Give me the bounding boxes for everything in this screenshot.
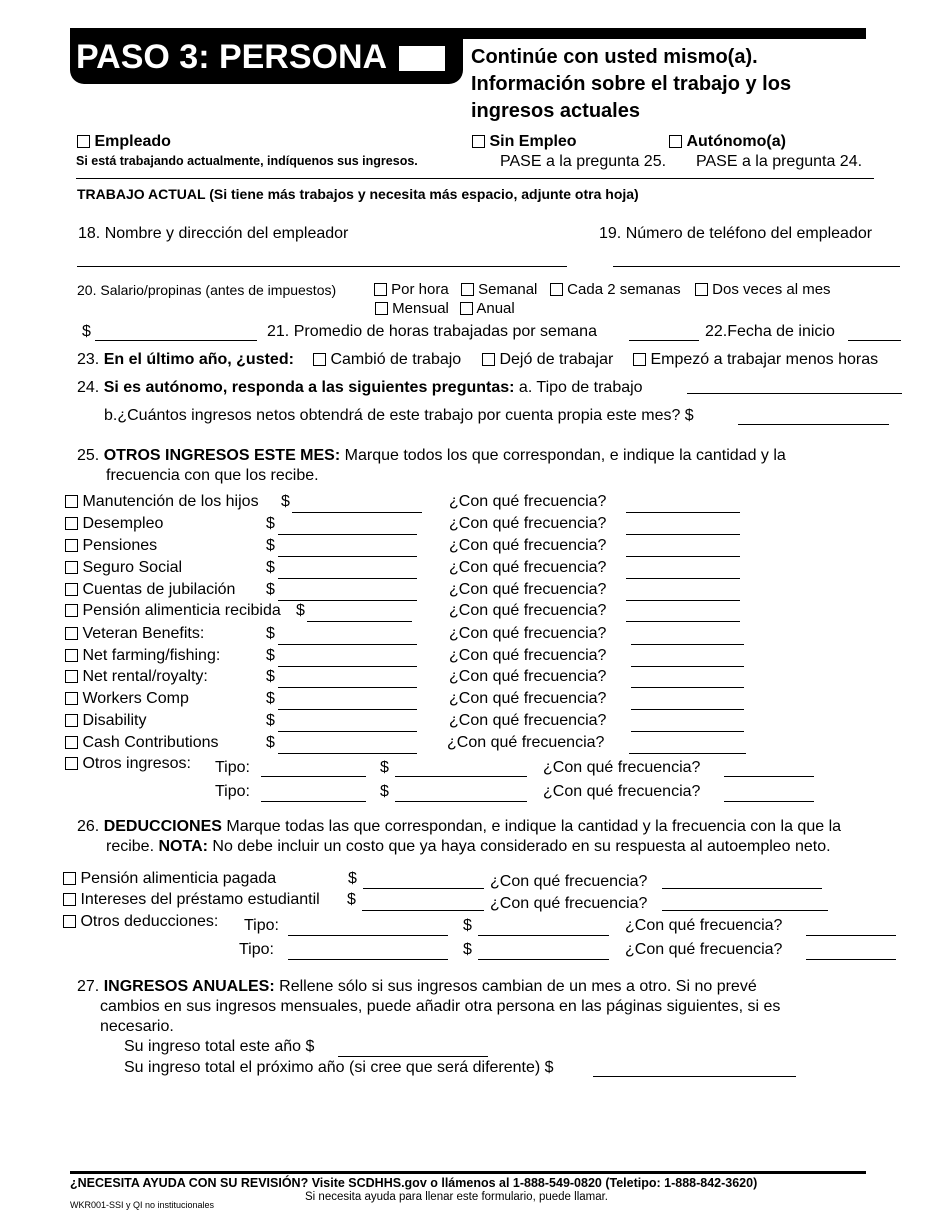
option-label: Mensual (392, 300, 449, 317)
type-label: Tipo: (215, 759, 250, 776)
employed-note: Si está trabajando actualmente, indíquenos sus ingresos. (76, 154, 418, 168)
q20-label: 20. Salario/propinas (antes de impuestos) (77, 282, 337, 298)
income-frequency-field[interactable] (631, 731, 744, 732)
pay-option (460, 300, 515, 317)
income-item-checkbox[interactable] (65, 736, 78, 749)
income-item-checkbox[interactable] (65, 714, 78, 727)
income-item (65, 515, 163, 533)
income-item-checkbox[interactable] (65, 670, 78, 683)
item-label: Manutención de los hijos (82, 493, 259, 510)
q25-text: frecuencia con que los recibe. (106, 467, 319, 484)
item-label: Otros deducciones: (80, 913, 219, 930)
q23-row (77, 351, 294, 369)
weekly-checkbox[interactable] (461, 283, 474, 296)
page-title: PASO 3: PERSONA (76, 38, 388, 76)
q27-label: INGRESOS ANUALES: (103, 978, 275, 995)
other-income-type-field[interactable] (261, 776, 366, 777)
income-amount-field[interactable] (292, 512, 422, 513)
form-id: WKR001-SSI y QI no institucionales (70, 1200, 215, 1210)
q18-label: 18. Nombre y dirección del empleador (78, 225, 349, 242)
income-item (65, 559, 182, 577)
yearly-checkbox[interactable] (460, 302, 473, 315)
item-label: Pensión alimenticia recibida (82, 602, 281, 619)
option-label: Dos veces al mes (712, 281, 831, 298)
unemployed-checkbox[interactable] (472, 135, 485, 148)
income-item (65, 625, 204, 643)
self-employed-label: Autónomo(a) (686, 133, 786, 150)
option-label: Cambió de trabajo (330, 351, 462, 368)
income-item-checkbox[interactable] (65, 495, 78, 508)
frequency-label: ¿Con qué frecuencia? (449, 537, 607, 554)
q24-row (77, 379, 643, 397)
q22-label: 22.Fecha de inicio (705, 323, 835, 340)
income-frequency-field[interactable] (631, 644, 744, 645)
q23-option (482, 351, 613, 369)
pay-option (375, 300, 449, 317)
dollar-sign: $ (266, 515, 275, 532)
frequency-label: ¿Con qué frecuencia? (625, 917, 783, 934)
q26-heading (77, 818, 841, 836)
unemployed-label: Sin Empleo (489, 133, 577, 150)
q23-option (313, 351, 461, 369)
dollar-sign: $ (266, 712, 275, 729)
income-frequency-field[interactable] (626, 578, 740, 579)
q24-number: 24. (77, 379, 100, 396)
alimony-paid-checkbox[interactable] (63, 872, 76, 885)
q24a-label: a. Tipo de trabajo (518, 379, 643, 396)
footer-note: Si necesita ayuda para llenar este formulario, puede llamar. (305, 1191, 609, 1203)
other-deduction-amount-field[interactable] (478, 959, 609, 960)
header-person-number-box[interactable] (399, 46, 445, 71)
income-frequency-field[interactable] (631, 666, 744, 667)
deduction-item (63, 870, 276, 888)
q26-nota: NOTA: (158, 838, 208, 855)
q27-text: necesario. (100, 1018, 174, 1035)
q24-label: Si es autónomo, responda a las siguientes preguntas: (103, 379, 515, 396)
income-item-checkbox[interactable] (65, 583, 78, 596)
divider (76, 178, 874, 179)
alimony-paid-amount-field[interactable] (363, 888, 484, 889)
income-amount-field[interactable] (278, 687, 417, 688)
hours-per-week-field[interactable] (629, 340, 699, 341)
option-label: Cada 2 semanas (567, 281, 681, 298)
subtitle-line: Continúe con usted mismo(a). (471, 46, 758, 68)
q27-text: cambios en sus ingresos mensuales, puede añadir otra persona en las páginas siguientes, si es (100, 998, 781, 1015)
monthly-checkbox[interactable] (375, 302, 388, 315)
income-item (65, 602, 281, 620)
employed-label: Empleado (94, 133, 171, 150)
other-income-amount-field[interactable] (395, 801, 527, 802)
current-job-heading: TRABAJO ACTUAL (Si tiene más trabajos y necesita más espacio, adjunte otra hoja) (77, 186, 639, 202)
dollar-sign: $ (266, 647, 275, 664)
q26-text: recibe. (106, 838, 155, 855)
dollar-sign: $ (347, 891, 356, 908)
other-deduction-frequency-field[interactable] (806, 959, 896, 960)
q26-text: Marque todas las que correspondan, e indique la cantidad y la frecuencia con la que la (226, 818, 842, 835)
income-frequency-field[interactable] (626, 512, 740, 513)
type-label: Tipo: (239, 941, 274, 958)
income-this-year-field[interactable] (338, 1056, 488, 1057)
footer-divider (70, 1171, 866, 1174)
unemployed-note: PASE a la pregunta 25. (500, 153, 667, 170)
income-item-checkbox[interactable] (65, 517, 78, 530)
pay-option (461, 281, 537, 298)
frequency-label: ¿Con qué frecuencia? (449, 581, 607, 598)
income-amount-field[interactable] (278, 578, 417, 579)
income-item (65, 668, 208, 686)
student-loan-checkbox[interactable] (63, 893, 76, 906)
income-item (65, 690, 189, 708)
income-frequency-field[interactable] (626, 534, 740, 535)
item-label: Workers Comp (82, 690, 189, 707)
income-item-checkbox[interactable] (65, 561, 78, 574)
item-label: Intereses del préstamo estudiantil (80, 891, 320, 908)
q24b-label: b.¿Cuántos ingresos netos obtendrá de este trabajo por cuenta propia este mes? $ (104, 407, 694, 424)
status-self-employed (669, 133, 786, 151)
other-income-frequency-field[interactable] (724, 776, 814, 777)
income-item (65, 647, 220, 665)
q25-heading (77, 447, 786, 465)
income-frequency-field[interactable] (626, 556, 740, 557)
salary-amount-field[interactable] (95, 340, 257, 341)
pay-option (695, 281, 831, 298)
option-label: Empezó a trabajar menos horas (650, 351, 879, 368)
income-next-year-field[interactable] (593, 1076, 796, 1077)
biweekly-checkbox[interactable] (550, 283, 563, 296)
income-item (65, 734, 219, 752)
income-frequency-field[interactable] (626, 600, 740, 601)
employer-phone-field[interactable] (613, 266, 900, 267)
q27-number: 27. (77, 978, 100, 995)
income-frequency-field[interactable] (629, 753, 746, 754)
page-subtitle (471, 44, 791, 125)
frequency-label: ¿Con qué frecuencia? (490, 873, 648, 890)
q27-text: Rellene sólo si sus ingresos cambian de un mes a otro. Si no prevé (279, 978, 757, 995)
q23-option (633, 351, 878, 369)
item-label: Pensiones (82, 537, 158, 554)
frequency-label: ¿Con qué frecuencia? (449, 625, 607, 642)
employer-name-field[interactable] (77, 266, 567, 267)
frequency-label: ¿Con qué frecuencia? (490, 895, 648, 912)
dollar-sign: $ (348, 870, 357, 887)
dollar-sign: $ (266, 625, 275, 642)
item-label: Disability (82, 712, 147, 729)
option-label: Semanal (478, 281, 538, 298)
q26-text: No debe incluir un costo que ya haya considerado en su respuesta al autoempleo neto. (212, 838, 831, 855)
dollar-sign: $ (380, 759, 389, 776)
item-label: Cash Contributions (82, 734, 219, 751)
income-amount-field[interactable] (278, 753, 417, 754)
student-loan-frequency-field[interactable] (662, 910, 828, 911)
start-date-field[interactable] (848, 340, 901, 341)
item-label: Net farming/fishing: (82, 647, 221, 664)
income-amount-field[interactable] (278, 534, 417, 535)
income-item-checkbox[interactable] (65, 604, 78, 617)
hourly-checkbox[interactable] (374, 283, 387, 296)
self-employed-checkbox[interactable] (669, 135, 682, 148)
income-item-checkbox[interactable] (65, 539, 78, 552)
dollar-sign: $ (266, 668, 275, 685)
income-amount-field[interactable] (278, 666, 417, 667)
item-label: Cuentas de jubilación (82, 581, 236, 598)
dollar-sign: $ (281, 493, 290, 510)
item-label: Otros ingresos: (82, 755, 191, 772)
type-label: Tipo: (215, 783, 250, 800)
dollar-sign: $ (296, 602, 305, 619)
deduction-item (63, 891, 320, 909)
footer-help: ¿NECESITA AYUDA CON SU REVISIÓN? Visite SCDHHS.gov o llámenos al 1-888-549-0820 (Teletipo: 1-888-842-3620) (70, 1176, 758, 1190)
item-label: Veteran Benefits: (82, 625, 205, 642)
option-label: Por hora (391, 281, 449, 298)
income-item (65, 712, 146, 730)
q27-heading (77, 978, 757, 996)
frequency-label: ¿Con qué frecuencia? (625, 941, 783, 958)
type-label: Tipo: (244, 917, 279, 934)
frequency-label: ¿Con qué frecuencia? (449, 559, 607, 576)
income-amount-field[interactable] (278, 731, 417, 732)
frequency-label: ¿Con qué frecuencia? (449, 515, 607, 532)
q26-text (106, 838, 831, 856)
other-income-frequency-field[interactable] (724, 801, 814, 802)
q25-number: 25. (77, 447, 100, 464)
dollar-sign: $ (463, 917, 472, 934)
q25-label: OTROS INGRESOS ESTE MES: (103, 447, 341, 464)
self-employed-note: PASE a la pregunta 24. (696, 153, 863, 170)
other-deduction-type-field[interactable] (288, 959, 448, 960)
dollar-sign: $ (266, 559, 275, 576)
other-deductions-checkbox[interactable] (63, 915, 76, 928)
q26-number: 26. (77, 818, 100, 835)
income-amount-field[interactable] (278, 556, 417, 557)
income-frequency-field[interactable] (631, 709, 744, 710)
income-item (65, 581, 235, 599)
item-label: Desempleo (82, 515, 164, 532)
q23-number: 23. (77, 351, 100, 368)
self-employment-income-field[interactable] (738, 424, 889, 425)
student-loan-amount-field[interactable] (362, 910, 484, 911)
item-label: Seguro Social (82, 559, 183, 576)
item-label: Net rental/royalty: (82, 668, 208, 685)
dollar-sign: $ (266, 734, 275, 751)
income-amount-field[interactable] (278, 709, 417, 710)
other-income-amount-field[interactable] (395, 776, 527, 777)
dollar-sign: $ (380, 783, 389, 800)
income-amount-field[interactable] (278, 644, 417, 645)
changed-job-checkbox[interactable] (313, 353, 326, 366)
q21-label: 21. Promedio de horas trabajadas por semana (267, 323, 597, 340)
option-label: Anual (476, 300, 515, 317)
q26-label: DEDUCCIONES (103, 818, 222, 835)
frequency-label: ¿Con qué frecuencia? (449, 602, 607, 619)
item-label: Pensión alimenticia pagada (80, 870, 277, 887)
alimony-paid-frequency-field[interactable] (662, 888, 822, 889)
subtitle-line: ingresos actuales (471, 100, 640, 122)
pay-option (374, 281, 449, 298)
income-amount-field[interactable] (278, 600, 417, 601)
subtitle-line: Información sobre el trabajo y los (471, 73, 792, 95)
dollar-sign: $ (463, 941, 472, 958)
other-deduction-amount-field[interactable] (478, 935, 609, 936)
stopped-working-checkbox[interactable] (482, 353, 495, 366)
frequency-label: ¿Con qué frecuencia? (449, 690, 607, 707)
income-item-checkbox[interactable] (65, 649, 78, 662)
q23-label: En el último año, ¿usted: (103, 351, 294, 368)
income-frequency-field[interactable] (631, 687, 744, 688)
frequency-label: ¿Con qué frecuencia? (449, 668, 607, 685)
other-income-type-field[interactable] (261, 801, 366, 802)
dollar-sign: $ (82, 323, 91, 340)
dollar-sign: $ (266, 537, 275, 554)
option-label: Dejó de trabajar (499, 351, 614, 368)
income-item-checkbox[interactable] (65, 627, 78, 640)
frequency-label: ¿Con qué frecuencia? (543, 759, 701, 776)
status-employed (77, 133, 171, 151)
frequency-label: ¿Con qué frecuencia? (449, 712, 607, 729)
frequency-label: ¿Con qué frecuencia? (449, 493, 607, 510)
pay-option (550, 281, 681, 298)
income-frequency-field[interactable] (626, 621, 740, 622)
work-type-field[interactable] (687, 393, 902, 394)
income-this-year-label: Su ingreso total este año $ (124, 1038, 315, 1055)
other-deduction-type-field[interactable] (288, 935, 448, 936)
frequency-label: ¿Con qué frecuencia? (447, 734, 605, 751)
other-income-checkbox[interactable] (65, 757, 78, 770)
dollar-sign: $ (266, 690, 275, 707)
employed-checkbox[interactable] (77, 135, 90, 148)
q25-text: Marque todos los que correspondan, e indique la cantidad y la (344, 447, 786, 464)
status-unemployed (472, 133, 577, 151)
frequency-label: ¿Con qué frecuencia? (449, 647, 607, 664)
dollar-sign: $ (266, 581, 275, 598)
fewer-hours-checkbox[interactable] (633, 353, 646, 366)
frequency-label: ¿Con qué frecuencia? (543, 783, 701, 800)
income-item-checkbox[interactable] (65, 692, 78, 705)
income-amount-field[interactable] (307, 621, 412, 622)
income-item (65, 493, 259, 511)
q19-label: 19. Número de teléfono del empleador (599, 225, 873, 242)
income-item (65, 537, 157, 555)
twice-monthly-checkbox[interactable] (695, 283, 708, 296)
other-income-item (65, 755, 191, 773)
income-next-year-label: Su ingreso total el próximo año (si cree que será diferente) $ (124, 1059, 554, 1076)
deduction-item (63, 913, 218, 931)
other-deduction-frequency-field[interactable] (806, 935, 896, 936)
